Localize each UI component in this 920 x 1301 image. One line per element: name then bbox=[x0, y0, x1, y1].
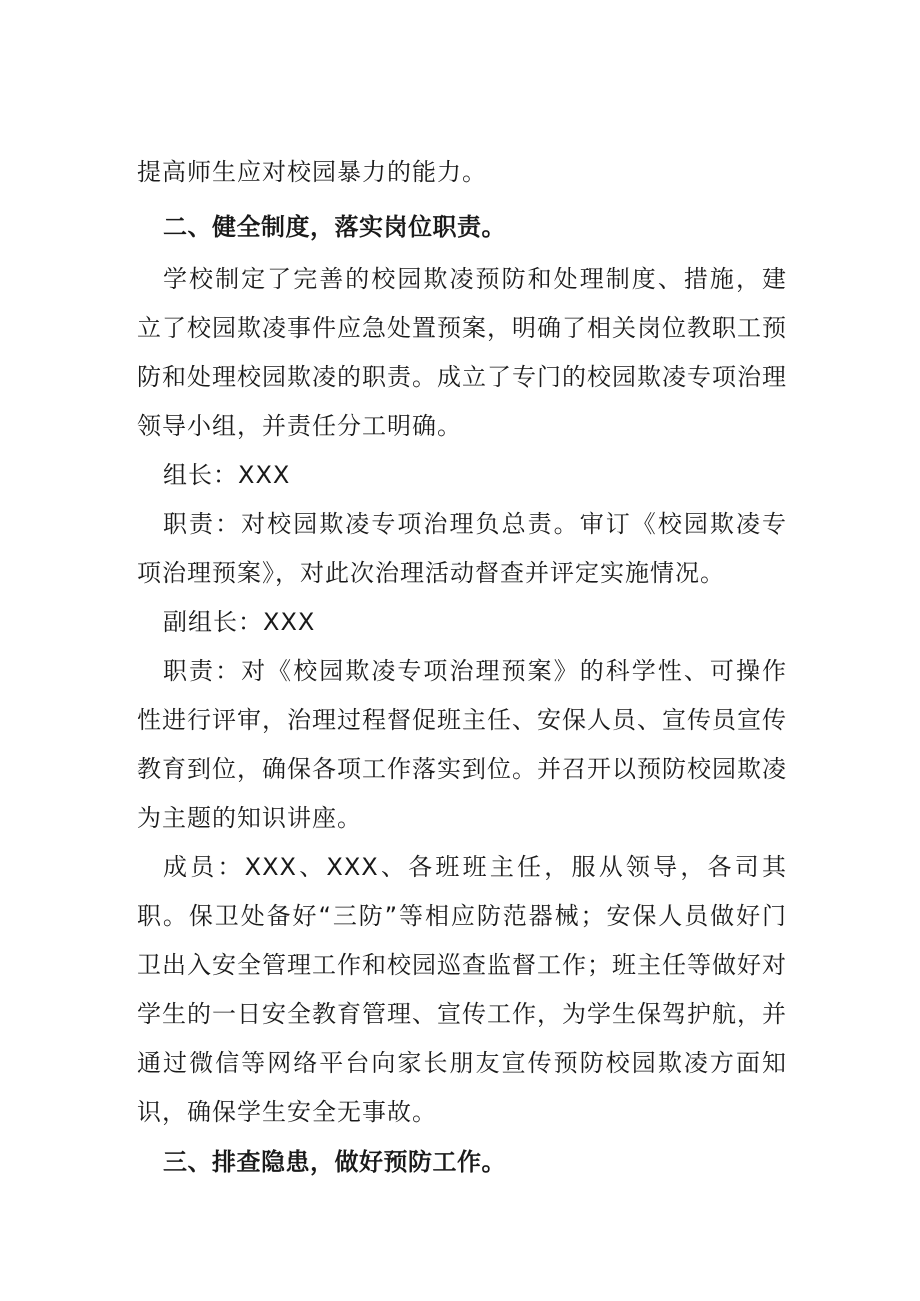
paragraph-system: 学校制定了完善的校园欺凌预防和处理制度、措施，建立了校园欺凌事件应急处置预案，明确了相关岗位教职工预防和处理校园欺凌的职责。成立了专门的校园欺凌专项治理领导小组，并责任分工明确。 bbox=[137, 265, 787, 440]
paragraph-deputy-leader: 副组长：XXX bbox=[163, 608, 316, 636]
paragraph-members: 成员：XXX、XXX、各班班主任，服从领导，各司其职。保卫处备好“三防”等相应防范器械；安保人员做好门卫出入安全管理工作和校园巡查监督工作；班主任等做好对学生的一日安全教育管理、宣传工作，为学生保驾护航，并通过微信等网络平台向家长朋友宣传预防校园欺凌方面知识，确保学生安全无事故。 bbox=[137, 853, 787, 1126]
paragraph-continuation: 提高师生应对校园暴力的能力。 bbox=[137, 158, 487, 186]
section-heading-3: 三、排查隐患，做好预防工作。 bbox=[163, 1148, 506, 1176]
paragraph-leader-duty: 职责：对校园欺凌专项治理负总责。审订《校园欺凌专项治理预案》，对此次治理活动督查并评定实施情况。 bbox=[137, 510, 787, 587]
section-heading-2: 二、健全制度，落实岗位职责。 bbox=[163, 213, 506, 241]
paragraph-deputy-duty: 职责：对《校园欺凌专项治理预案》的科学性、可操作性进行评审，治理过程督促班主任、安保人员、宣传员宣传教育到位，确保各项工作落实到位。并召开以预防校园欺凌为主题的知识讲座。 bbox=[137, 657, 787, 832]
document-body bbox=[137, 148, 787, 1187]
paragraph-team-leader: 组长：XXX bbox=[163, 461, 291, 489]
